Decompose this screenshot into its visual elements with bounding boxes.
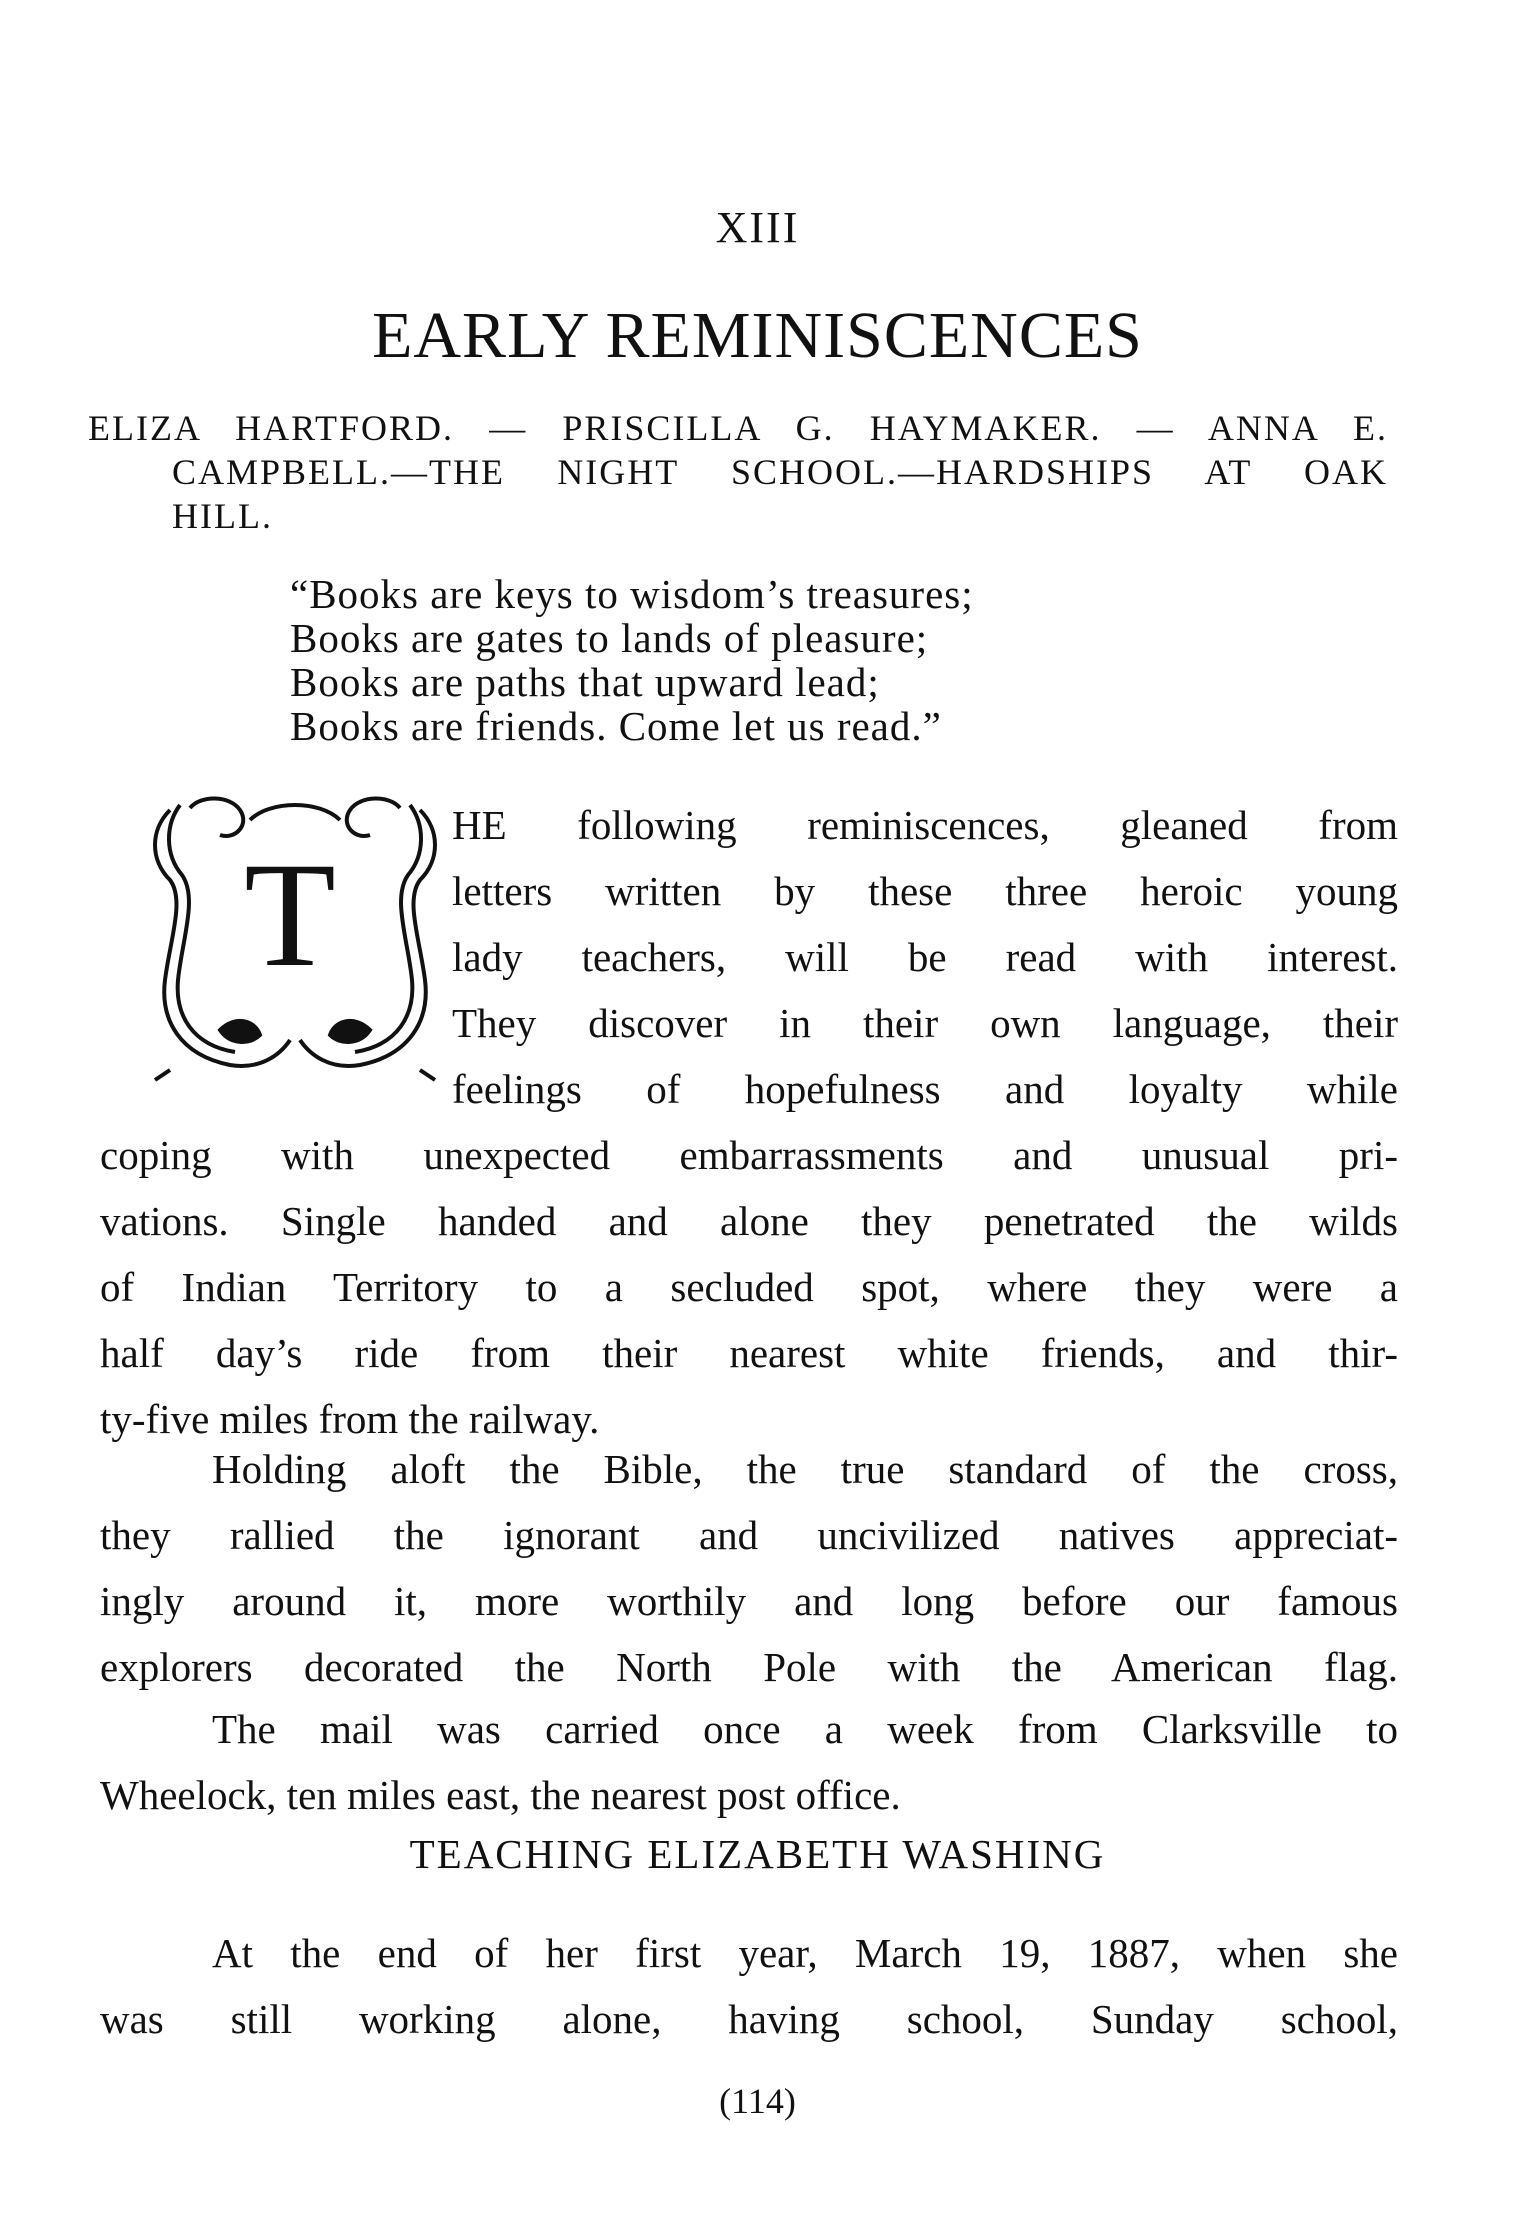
text-line: They discover in their own language, their	[452, 1000, 1398, 1046]
text-line: At the end of her first year, March 19, 1887, when she	[212, 1930, 1398, 1976]
intro-paragraph	[452, 792, 1398, 1122]
paragraph-first-year	[100, 1920, 1398, 2052]
text-line: Holding aloft the Bible, the true standard of the cross,	[212, 1446, 1398, 1492]
epigraph-poem	[290, 572, 974, 748]
paragraph-continued	[100, 1122, 1398, 1452]
text-line: feelings of hopefulness and loyalty while	[452, 1066, 1398, 1112]
text-line: lady teachers, will be read with interest.	[452, 934, 1398, 980]
poem-line: Books are friends. Come let us read.”	[290, 703, 942, 749]
ornamental-drop-cap	[140, 790, 450, 1090]
text-line: was still working alone, having school, Sunday school,	[100, 1996, 1398, 2042]
text-line: half day’s ride from their nearest white friends, and thir-	[100, 1330, 1398, 1376]
poem-line: Books are gates to lands of pleasure;	[290, 615, 929, 661]
paragraph-mail	[100, 1696, 1398, 1828]
poem-line: Books are paths that upward lead;	[290, 659, 880, 705]
chapter-number: XIII	[715, 203, 800, 252]
text-line: The mail was carried once a week from Clarksville to	[212, 1706, 1398, 1752]
poem-line: “Books are keys to wisdom’s treasures;	[290, 571, 974, 617]
paragraph-bible	[100, 1436, 1398, 1700]
text-line: of Indian Territory to a secluded spot, where they were a	[100, 1264, 1398, 1310]
page-number: (114)	[719, 2081, 796, 2121]
text-line: HE following reminiscences, gleaned from	[452, 802, 1398, 848]
synopsis-line: HILL.	[172, 496, 273, 536]
text-line: coping with unexpected embarrassments and unusual pri-	[100, 1132, 1398, 1178]
text-line: vations. Single handed and alone they penetrated the wilds	[100, 1198, 1398, 1244]
text-line: ingly around it, more worthily and long before our famous	[100, 1578, 1398, 1624]
text-line: explorers decorated the North Pole with the American flag.	[100, 1644, 1398, 1690]
text-line: Wheelock, ten miles east, the nearest post office.	[100, 1772, 901, 1818]
section-heading: TEACHING ELIZABETH WASHING	[409, 1831, 1106, 1877]
text-line: ty-five miles from the railway.	[100, 1396, 600, 1442]
text-line: letters written by these three heroic young	[452, 868, 1398, 914]
synopsis-line: ELIZA HARTFORD. — PRISCILLA G. HAYMAKER. — ANNA E.	[88, 408, 1388, 448]
drop-cap-letter: T	[244, 832, 336, 998]
chapter-synopsis	[88, 406, 1388, 538]
text-line: they rallied the ignorant and uncivilized natives appreciat-	[100, 1512, 1398, 1558]
synopsis-line: CAMPBELL.—THE NIGHT SCHOOL.—HARDSHIPS AT OAK	[172, 452, 1388, 492]
chapter-title: EARLY REMINISCENCES	[372, 299, 1143, 372]
